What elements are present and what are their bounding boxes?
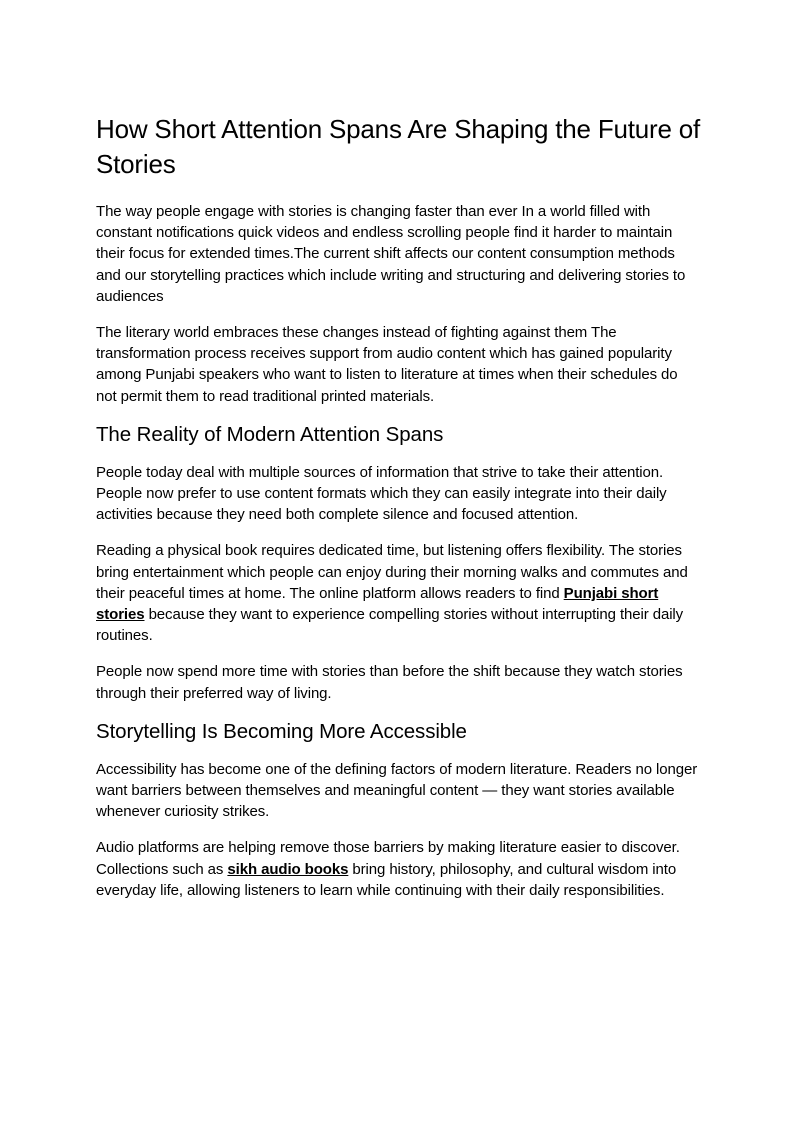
section1-paragraph-1: People today deal with multiple sources of information that strive to take their attention. People now prefer to use content formats which they can easily integrate into their daily activities because they need both complete silence and focused attention. bbox=[96, 463, 667, 524]
document-page bbox=[96, 112, 702, 916]
article-title: How Short Attention Spans Are Shaping the Future of Stories bbox=[96, 114, 701, 179]
intro-paragraph-1: The way people engage with stories is changing faster than ever In a world filled with constant notifications quick videos and endless scrolling people find it harder to maintain their focus for extended times.The current shift affects our content consumption methods and our storytelling practices which include writing and structuring and delivering stories to audiences bbox=[96, 203, 686, 305]
punjabi-short-stories-link[interactable]: Punjabi short stories bbox=[96, 584, 659, 624]
section1-paragraph-2 bbox=[96, 540, 702, 646]
section1-paragraph-2-text-before: Reading a physical book requires dedicated time, but listening offers flexibility. The stories bring entertainment which people can enjoy during their morning walks and commutes and their peaceful times at home. The online platform allows readers to find bbox=[96, 542, 688, 602]
section2-paragraph-2-text-after: bring history, philosophy, and cultural wisdom into everyday life, allowing listeners to learn while continuing with their daily responsibilities. bbox=[96, 860, 677, 899]
section1-paragraph-3: People now spend more time with stories than before the shift because they watch stories through their preferred way of living. bbox=[96, 663, 683, 702]
section2-paragraph-1: Accessibility has become one of the defining factors of modern literature. Readers no longer want barriers between themselves and meaningful content — they want stories available whenever curiosity strikes. bbox=[96, 760, 698, 821]
section-heading-accessible: Storytelling Is Becoming More Accessible bbox=[96, 719, 467, 743]
sikh-audio-books-link[interactable]: sikh audio books bbox=[227, 860, 349, 878]
section2-paragraph-2-text-before: Audio platforms are helping remove those barriers by making literature easier to discover. Collections such as bbox=[96, 839, 680, 878]
section1-paragraph-2-text-after: because they want to experience compelling stories without interrupting their daily routines. bbox=[96, 606, 684, 645]
intro-paragraph-2: The literary world embraces these changes instead of fighting against them The transformation process receives support from audio content which has gained popularity among Punjabi speakers who want to listen to literature at times when their schedules do not permit them to read traditional printed materials. bbox=[96, 324, 678, 405]
section2-paragraph-2 bbox=[96, 837, 702, 901]
section-heading-attention-spans: The Reality of Modern Attention Spans bbox=[96, 422, 444, 446]
